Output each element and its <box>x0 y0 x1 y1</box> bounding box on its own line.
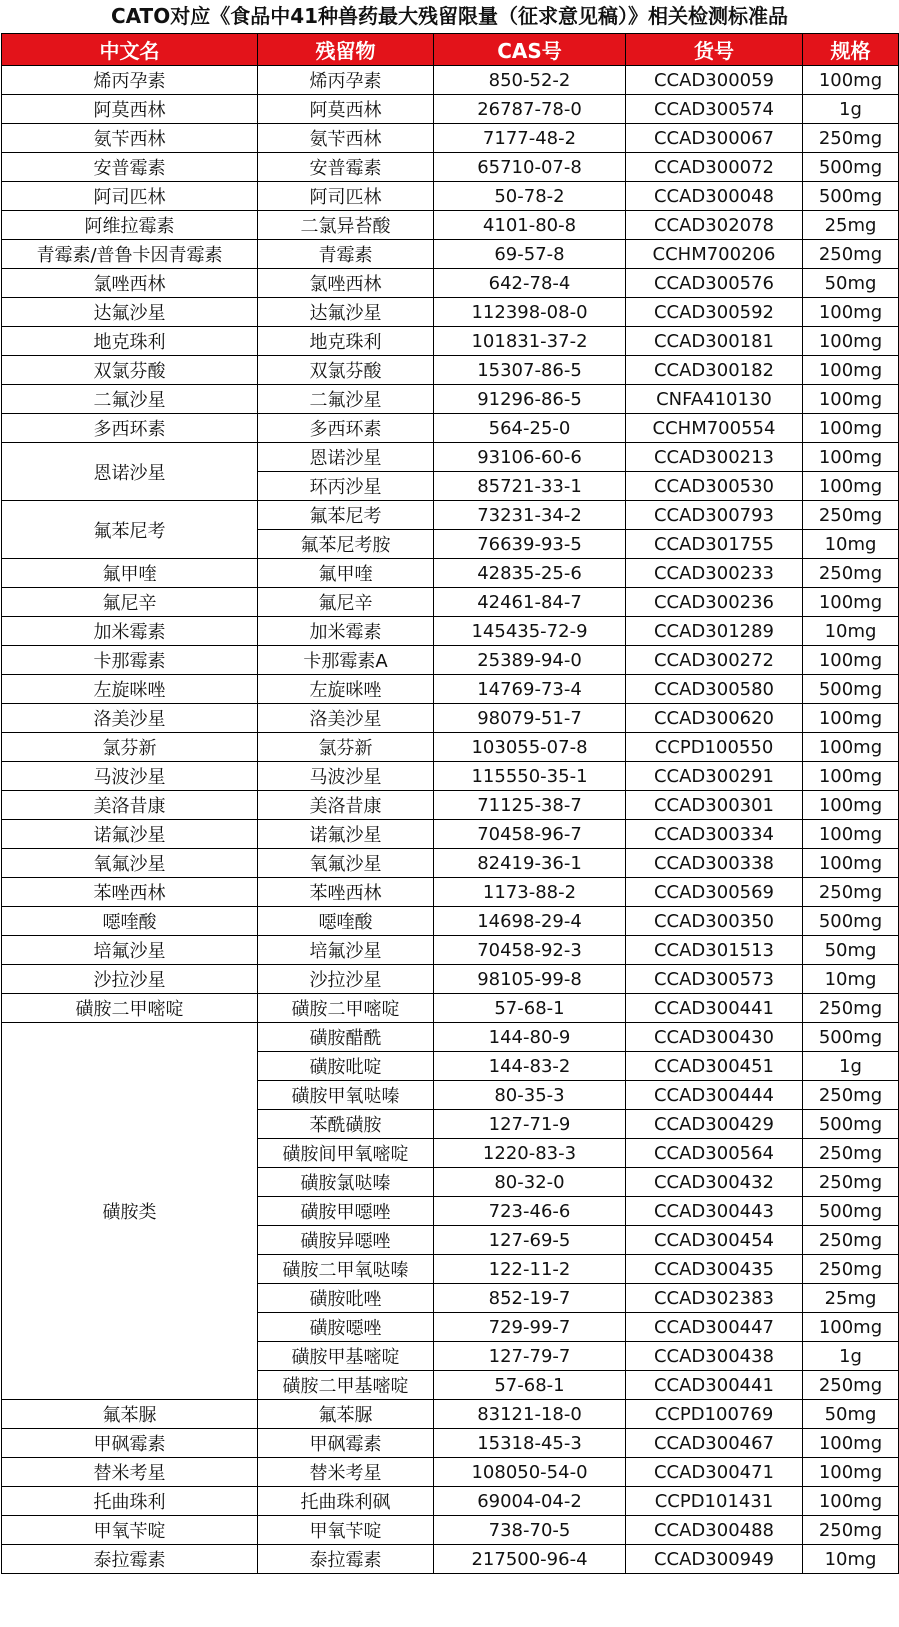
chinese-name-cell: 双氯芬酸 <box>2 356 258 385</box>
spec-cell: 10mg <box>803 1545 899 1574</box>
residue-cell: 苯唑西林 <box>258 878 434 907</box>
spec-cell: 25mg <box>803 1284 899 1313</box>
residue-cell: 苯酰磺胺 <box>258 1110 434 1139</box>
residue-cell: 磺胺噁唑 <box>258 1313 434 1342</box>
chinese-name-cell: 烯丙孕素 <box>2 66 258 95</box>
residue-cell: 氧氟沙星 <box>258 849 434 878</box>
catalog-cell: CCAD300573 <box>626 965 803 994</box>
table-row <box>2 588 899 617</box>
catalog-cell: CCAD300564 <box>626 1139 803 1168</box>
cas-cell: 127-79-7 <box>434 1342 626 1371</box>
spec-cell: 100mg <box>803 414 899 443</box>
chinese-name-cell: 氟苯尼考 <box>2 501 258 559</box>
chinese-name-cell: 安普霉素 <box>2 153 258 182</box>
spec-cell: 500mg <box>803 1023 899 1052</box>
catalog-cell: CCAD300451 <box>626 1052 803 1081</box>
chinese-name-cell: 卡那霉素 <box>2 646 258 675</box>
cas-cell: 115550-35-1 <box>434 762 626 791</box>
spec-cell: 500mg <box>803 1110 899 1139</box>
residue-cell: 地克珠利 <box>258 327 434 356</box>
residue-cell: 磺胺氯哒嗪 <box>258 1168 434 1197</box>
catalog-cell: CCAD300447 <box>626 1313 803 1342</box>
spec-cell: 250mg <box>803 1255 899 1284</box>
cas-cell: 70458-96-7 <box>434 820 626 849</box>
cas-cell: 98079-51-7 <box>434 704 626 733</box>
spec-cell: 100mg <box>803 327 899 356</box>
cas-cell: 112398-08-0 <box>434 298 626 327</box>
spec-cell: 500mg <box>803 1197 899 1226</box>
table-row <box>2 327 899 356</box>
residue-cell: 洛美沙星 <box>258 704 434 733</box>
residue-cell: 二氟沙星 <box>258 385 434 414</box>
residue-cell: 磺胺醋酰 <box>258 1023 434 1052</box>
cas-cell: 91296-86-5 <box>434 385 626 414</box>
catalog-cell: CCAD300182 <box>626 356 803 385</box>
residue-cell: 托曲珠利砜 <box>258 1487 434 1516</box>
table-row <box>2 791 899 820</box>
standards-table <box>1 33 899 1574</box>
page-title: CATO对应《食品中41种兽药最大残留限量（征求意见稿）》相关检测标准品 <box>110 4 789 28</box>
catalog-cell: CCAD300213 <box>626 443 803 472</box>
spec-cell: 500mg <box>803 182 899 211</box>
chinese-name-cell: 多西环素 <box>2 414 258 443</box>
table-row <box>2 95 899 124</box>
table-row <box>2 1400 899 1429</box>
chinese-name-cell: 托曲珠利 <box>2 1487 258 1516</box>
table-row <box>2 1429 899 1458</box>
header-catalog-no: 货号 <box>626 34 803 66</box>
chinese-name-cell: 左旋咪唑 <box>2 675 258 704</box>
cas-cell: 217500-96-4 <box>434 1545 626 1574</box>
table-row <box>2 878 899 907</box>
catalog-cell: CCAD300441 <box>626 1371 803 1400</box>
table-row <box>2 617 899 646</box>
spec-cell: 100mg <box>803 1458 899 1487</box>
spec-cell: 100mg <box>803 820 899 849</box>
table-row <box>2 849 899 878</box>
spec-cell: 100mg <box>803 791 899 820</box>
cas-cell: 57-68-1 <box>434 994 626 1023</box>
catalog-cell: CCAD300443 <box>626 1197 803 1226</box>
chinese-name-cell: 氟苯脲 <box>2 1400 258 1429</box>
table-row <box>2 559 899 588</box>
residue-cell: 安普霉素 <box>258 153 434 182</box>
spec-cell: 100mg <box>803 66 899 95</box>
catalog-cell: CCAD300059 <box>626 66 803 95</box>
catalog-cell: CCAD301755 <box>626 530 803 559</box>
cas-cell: 85721-33-1 <box>434 472 626 501</box>
cas-cell: 127-69-5 <box>434 1226 626 1255</box>
residue-cell: 加米霉素 <box>258 617 434 646</box>
table-row <box>2 907 899 936</box>
spec-cell: 1g <box>803 1342 899 1371</box>
cas-cell: 7177-48-2 <box>434 124 626 153</box>
spec-cell: 250mg <box>803 1081 899 1110</box>
chinese-name-cell: 甲砜霉素 <box>2 1429 258 1458</box>
cas-cell: 723-46-6 <box>434 1197 626 1226</box>
residue-cell: 双氯芬酸 <box>258 356 434 385</box>
chinese-name-cell: 阿司匹林 <box>2 182 258 211</box>
cas-cell: 65710-07-8 <box>434 153 626 182</box>
chinese-name-cell: 地克珠利 <box>2 327 258 356</box>
catalog-cell: CCAD300350 <box>626 907 803 936</box>
spec-cell: 1g <box>803 95 899 124</box>
cas-cell: 50-78-2 <box>434 182 626 211</box>
cas-cell: 69004-04-2 <box>434 1487 626 1516</box>
cas-cell: 25389-94-0 <box>434 646 626 675</box>
table-row <box>2 269 899 298</box>
header-spec: 规格 <box>803 34 899 66</box>
residue-cell: 氟苯脲 <box>258 1400 434 1429</box>
chinese-name-cell: 氟甲喹 <box>2 559 258 588</box>
chinese-name-cell: 恩诺沙星 <box>2 443 258 501</box>
spec-cell: 250mg <box>803 1226 899 1255</box>
cas-cell: 42835-25-6 <box>434 559 626 588</box>
residue-cell: 磺胺甲氧哒嗪 <box>258 1081 434 1110</box>
cas-cell: 101831-37-2 <box>434 327 626 356</box>
table-row <box>2 1545 899 1574</box>
chinese-name-cell: 氧氟沙星 <box>2 849 258 878</box>
spec-cell: 250mg <box>803 878 899 907</box>
spec-cell: 10mg <box>803 617 899 646</box>
residue-cell: 磺胺二甲嘧啶 <box>258 994 434 1023</box>
table-row <box>2 240 899 269</box>
residue-cell: 环丙沙星 <box>258 472 434 501</box>
residue-cell: 多西环素 <box>258 414 434 443</box>
cas-cell: 76639-93-5 <box>434 530 626 559</box>
cas-cell: 83121-18-0 <box>434 1400 626 1429</box>
catalog-cell: CCAD300441 <box>626 994 803 1023</box>
cas-cell: 14769-73-4 <box>434 675 626 704</box>
residue-cell: 烯丙孕素 <box>258 66 434 95</box>
cas-cell: 642-78-4 <box>434 269 626 298</box>
catalog-cell: CCAD300454 <box>626 1226 803 1255</box>
catalog-cell: CCAD300620 <box>626 704 803 733</box>
cas-cell: 127-71-9 <box>434 1110 626 1139</box>
spec-cell: 1g <box>803 1052 899 1081</box>
spec-cell: 500mg <box>803 907 899 936</box>
spec-cell: 250mg <box>803 1516 899 1545</box>
table-row <box>2 153 899 182</box>
chinese-name-cell: 苯唑西林 <box>2 878 258 907</box>
chinese-name-cell: 诺氟沙星 <box>2 820 258 849</box>
cas-cell: 82419-36-1 <box>434 849 626 878</box>
catalog-cell: CCAD301513 <box>626 936 803 965</box>
cas-cell: 73231-34-2 <box>434 501 626 530</box>
chinese-name-cell: 沙拉沙星 <box>2 965 258 994</box>
spec-cell: 250mg <box>803 559 899 588</box>
residue-cell: 磺胺二甲基嘧啶 <box>258 1371 434 1400</box>
catalog-cell: CCAD300338 <box>626 849 803 878</box>
residue-cell: 氟尼辛 <box>258 588 434 617</box>
catalog-cell: CCAD300272 <box>626 646 803 675</box>
table-row <box>2 182 899 211</box>
table-row <box>2 1458 899 1487</box>
spec-cell: 100mg <box>803 1313 899 1342</box>
catalog-cell: CCAD300048 <box>626 182 803 211</box>
residue-cell: 马波沙星 <box>258 762 434 791</box>
residue-cell: 磺胺二甲氧哒嗪 <box>258 1255 434 1284</box>
cas-cell: 80-35-3 <box>434 1081 626 1110</box>
chinese-name-cell: 阿维拉霉素 <box>2 211 258 240</box>
table-row <box>2 733 899 762</box>
spec-cell: 100mg <box>803 733 899 762</box>
chinese-name-cell: 马波沙星 <box>2 762 258 791</box>
catalog-cell: CCAD300530 <box>626 472 803 501</box>
catalog-cell: CCAD300432 <box>626 1168 803 1197</box>
catalog-cell: CCAD300580 <box>626 675 803 704</box>
residue-cell: 二氯异苔酸 <box>258 211 434 240</box>
catalog-cell: CCAD300949 <box>626 1545 803 1574</box>
cas-cell: 4101-80-8 <box>434 211 626 240</box>
cas-cell: 144-80-9 <box>434 1023 626 1052</box>
residue-cell: 氟苯尼考胺 <box>258 530 434 559</box>
catalog-cell: CCAD300072 <box>626 153 803 182</box>
residue-cell: 达氟沙星 <box>258 298 434 327</box>
table-row <box>2 414 899 443</box>
cas-cell: 738-70-5 <box>434 1516 626 1545</box>
cas-cell: 70458-92-3 <box>434 936 626 965</box>
cas-cell: 850-52-2 <box>434 66 626 95</box>
catalog-cell: CCAD302383 <box>626 1284 803 1313</box>
residue-cell: 阿莫西林 <box>258 95 434 124</box>
residue-cell: 氟苯尼考 <box>258 501 434 530</box>
table-row <box>2 298 899 327</box>
catalog-cell: CCAD300067 <box>626 124 803 153</box>
table-body <box>2 66 899 1574</box>
table-row <box>2 646 899 675</box>
catalog-cell: CCAD301289 <box>626 617 803 646</box>
catalog-cell: CCHM700206 <box>626 240 803 269</box>
catalog-cell: CCPD100550 <box>626 733 803 762</box>
header-chinese-name: 中文名 <box>2 34 258 66</box>
residue-cell: 甲砜霉素 <box>258 1429 434 1458</box>
chinese-name-cell: 美洛昔康 <box>2 791 258 820</box>
cas-cell: 26787-78-0 <box>434 95 626 124</box>
chinese-name-cell: 磺胺二甲嘧啶 <box>2 994 258 1023</box>
catalog-cell: CCPD100769 <box>626 1400 803 1429</box>
catalog-cell: CCAD300576 <box>626 269 803 298</box>
spec-cell: 250mg <box>803 994 899 1023</box>
table-row <box>2 762 899 791</box>
chinese-name-cell: 氨苄西林 <box>2 124 258 153</box>
spec-cell: 10mg <box>803 965 899 994</box>
spec-cell: 100mg <box>803 1487 899 1516</box>
table-row <box>2 356 899 385</box>
residue-cell: 氟甲喹 <box>258 559 434 588</box>
spec-cell: 100mg <box>803 356 899 385</box>
spec-cell: 100mg <box>803 298 899 327</box>
residue-cell: 磺胺甲噁唑 <box>258 1197 434 1226</box>
catalog-cell: CCPD101431 <box>626 1487 803 1516</box>
table-row <box>2 936 899 965</box>
residue-cell: 氯唑西林 <box>258 269 434 298</box>
catalog-cell: CCAD300574 <box>626 95 803 124</box>
chinese-name-cell: 洛美沙星 <box>2 704 258 733</box>
table-row <box>2 443 899 472</box>
spec-cell: 100mg <box>803 472 899 501</box>
catalog-cell: CNFA410130 <box>626 385 803 414</box>
table-row <box>2 124 899 153</box>
catalog-cell: CCAD300471 <box>626 1458 803 1487</box>
header-cas: CAS号 <box>434 34 626 66</box>
chinese-name-cell: 培氟沙星 <box>2 936 258 965</box>
spec-cell: 50mg <box>803 269 899 298</box>
catalog-cell: CCAD300438 <box>626 1342 803 1371</box>
table-row <box>2 675 899 704</box>
chinese-name-cell: 氯芬新 <box>2 733 258 762</box>
residue-cell: 磺胺吡唑 <box>258 1284 434 1313</box>
catalog-cell: CCAD300569 <box>626 878 803 907</box>
chinese-name-cell: 氯唑西林 <box>2 269 258 298</box>
table-row <box>2 1516 899 1545</box>
header-row <box>2 34 899 66</box>
chinese-name-cell: 加米霉素 <box>2 617 258 646</box>
residue-cell: 替米考星 <box>258 1458 434 1487</box>
catalog-cell: CCAD300435 <box>626 1255 803 1284</box>
spec-cell: 500mg <box>803 153 899 182</box>
spec-cell: 250mg <box>803 1371 899 1400</box>
residue-cell: 甲氧苄啶 <box>258 1516 434 1545</box>
spec-cell: 100mg <box>803 704 899 733</box>
residue-cell: 左旋咪唑 <box>258 675 434 704</box>
residue-cell: 泰拉霉素 <box>258 1545 434 1574</box>
cas-cell: 14698-29-4 <box>434 907 626 936</box>
catalog-cell: CCAD300467 <box>626 1429 803 1458</box>
spec-cell: 250mg <box>803 1168 899 1197</box>
spec-cell: 100mg <box>803 588 899 617</box>
cas-cell: 103055-07-8 <box>434 733 626 762</box>
spec-cell: 500mg <box>803 675 899 704</box>
cas-cell: 15307-86-5 <box>434 356 626 385</box>
residue-cell: 诺氟沙星 <box>258 820 434 849</box>
chinese-name-cell: 达氟沙星 <box>2 298 258 327</box>
residue-cell: 恩诺沙星 <box>258 443 434 472</box>
spec-cell: 250mg <box>803 1139 899 1168</box>
catalog-cell: CCAD300233 <box>626 559 803 588</box>
table-row <box>2 965 899 994</box>
cas-cell: 122-11-2 <box>434 1255 626 1284</box>
cas-cell: 69-57-8 <box>434 240 626 269</box>
chinese-name-cell: 噁喹酸 <box>2 907 258 936</box>
table-row <box>2 501 899 530</box>
residue-cell: 青霉素 <box>258 240 434 269</box>
table-row <box>2 820 899 849</box>
catalog-cell: CCAD300236 <box>626 588 803 617</box>
cas-cell: 57-68-1 <box>434 1371 626 1400</box>
table-row <box>2 66 899 95</box>
cas-cell: 71125-38-7 <box>434 791 626 820</box>
catalog-cell: CCAD300291 <box>626 762 803 791</box>
cas-cell: 144-83-2 <box>434 1052 626 1081</box>
cas-cell: 145435-72-9 <box>434 617 626 646</box>
chinese-name-cell: 磺胺类 <box>2 1023 258 1400</box>
catalog-cell: CCAD300592 <box>626 298 803 327</box>
cas-cell: 729-99-7 <box>434 1313 626 1342</box>
cas-cell: 564-25-0 <box>434 414 626 443</box>
catalog-cell: CCAD300793 <box>626 501 803 530</box>
spec-cell: 250mg <box>803 240 899 269</box>
chinese-name-cell: 替米考星 <box>2 1458 258 1487</box>
catalog-cell: CCAD300429 <box>626 1110 803 1139</box>
cas-cell: 42461-84-7 <box>434 588 626 617</box>
catalog-cell: CCAD300488 <box>626 1516 803 1545</box>
cas-cell: 15318-45-3 <box>434 1429 626 1458</box>
chinese-name-cell: 青霉素/普鲁卡因青霉素 <box>2 240 258 269</box>
residue-cell: 美洛昔康 <box>258 791 434 820</box>
table-row <box>2 1023 899 1052</box>
chinese-name-cell: 甲氧苄啶 <box>2 1516 258 1545</box>
catalog-cell: CCHM700554 <box>626 414 803 443</box>
spec-cell: 250mg <box>803 124 899 153</box>
cas-cell: 1220-83-3 <box>434 1139 626 1168</box>
residue-cell: 培氟沙星 <box>258 936 434 965</box>
table-row <box>2 704 899 733</box>
cas-cell: 852-19-7 <box>434 1284 626 1313</box>
residue-cell: 磺胺间甲氧嘧啶 <box>258 1139 434 1168</box>
chinese-name-cell: 阿莫西林 <box>2 95 258 124</box>
table-row <box>2 994 899 1023</box>
chinese-name-cell: 二氟沙星 <box>2 385 258 414</box>
residue-cell: 磺胺异噁唑 <box>258 1226 434 1255</box>
spec-cell: 100mg <box>803 443 899 472</box>
residue-cell: 沙拉沙星 <box>258 965 434 994</box>
spec-cell: 100mg <box>803 385 899 414</box>
residue-cell: 噁喹酸 <box>258 907 434 936</box>
spec-cell: 50mg <box>803 936 899 965</box>
cas-cell: 98105-99-8 <box>434 965 626 994</box>
table-row <box>2 1487 899 1516</box>
residue-cell: 阿司匹林 <box>258 182 434 211</box>
table-row <box>2 385 899 414</box>
residue-cell: 氯芬新 <box>258 733 434 762</box>
residue-cell: 磺胺甲基嘧啶 <box>258 1342 434 1371</box>
spec-cell: 100mg <box>803 762 899 791</box>
spec-cell: 50mg <box>803 1400 899 1429</box>
spec-cell: 10mg <box>803 530 899 559</box>
spec-cell: 100mg <box>803 1429 899 1458</box>
cas-cell: 93106-60-6 <box>434 443 626 472</box>
residue-cell: 卡那霉素A <box>258 646 434 675</box>
catalog-cell: CCAD300301 <box>626 791 803 820</box>
catalog-cell: CCAD300181 <box>626 327 803 356</box>
residue-cell: 氨苄西林 <box>258 124 434 153</box>
spec-cell: 25mg <box>803 211 899 240</box>
spec-cell: 100mg <box>803 849 899 878</box>
catalog-cell: CCAD302078 <box>626 211 803 240</box>
catalog-cell: CCAD300334 <box>626 820 803 849</box>
cas-cell: 1173-88-2 <box>434 878 626 907</box>
spec-cell: 100mg <box>803 646 899 675</box>
chinese-name-cell: 氟尼辛 <box>2 588 258 617</box>
residue-cell: 磺胺吡啶 <box>258 1052 434 1081</box>
catalog-cell: CCAD300444 <box>626 1081 803 1110</box>
header-residue: 残留物 <box>258 34 434 66</box>
cas-cell: 80-32-0 <box>434 1168 626 1197</box>
table-row <box>2 211 899 240</box>
spec-cell: 250mg <box>803 501 899 530</box>
chinese-name-cell: 泰拉霉素 <box>2 1545 258 1574</box>
cas-cell: 108050-54-0 <box>434 1458 626 1487</box>
catalog-cell: CCAD300430 <box>626 1023 803 1052</box>
